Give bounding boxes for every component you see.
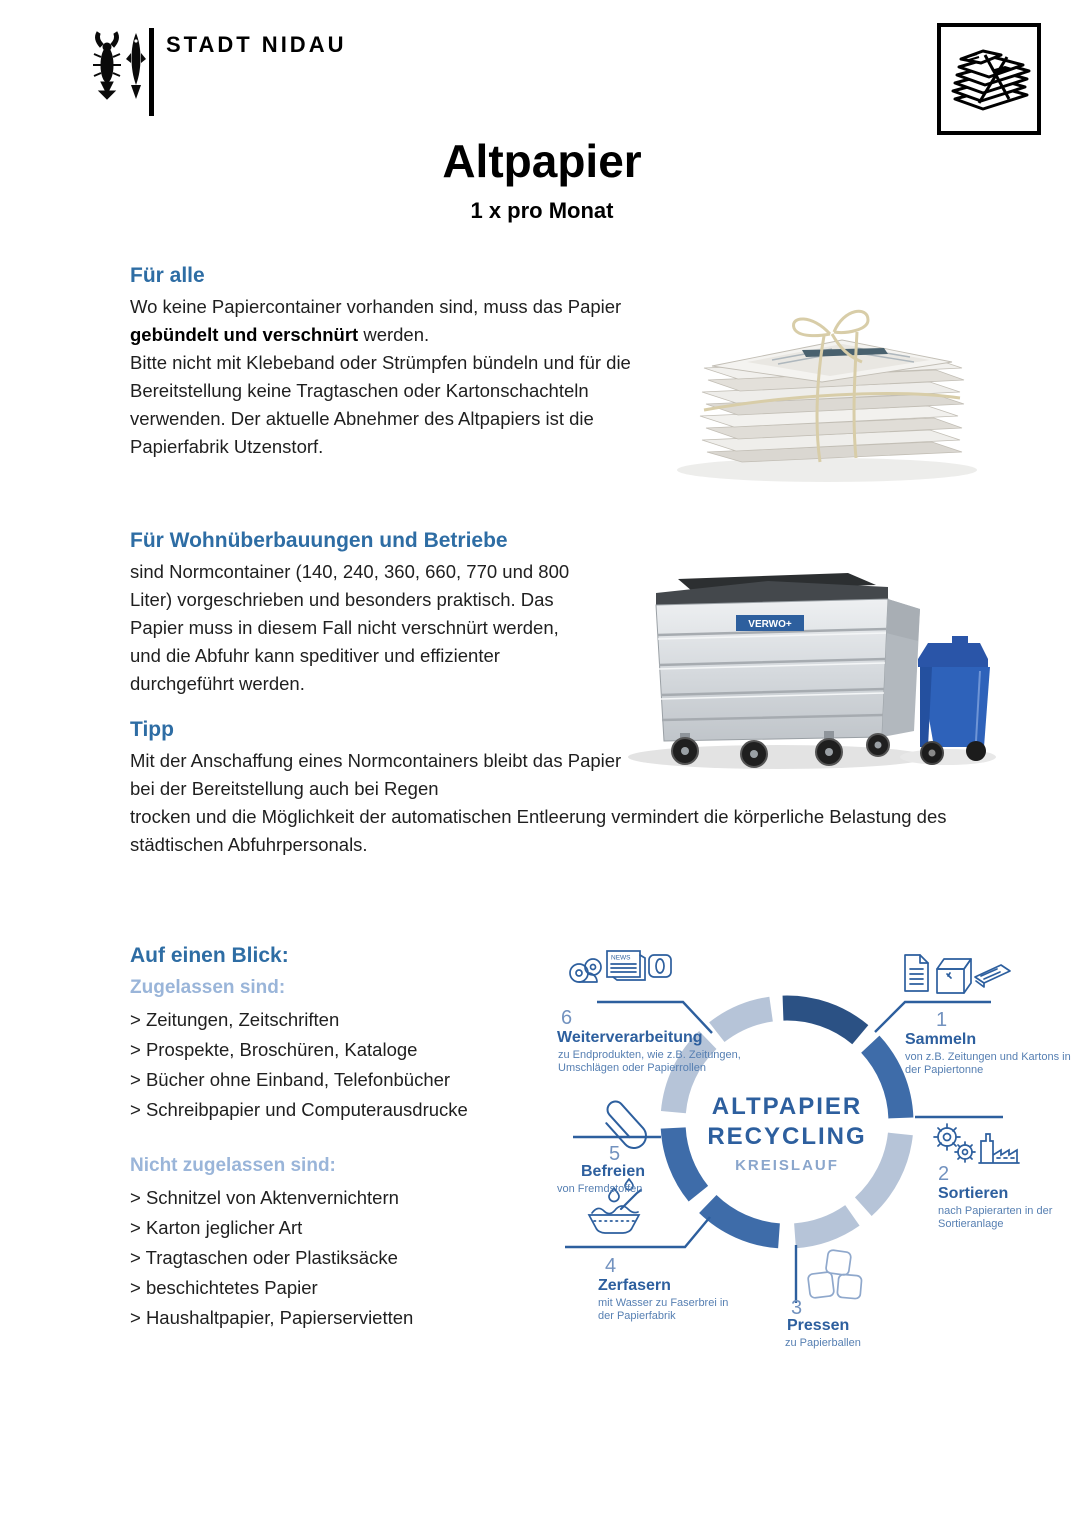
- allowed-heading: Zugelassen sind:: [130, 977, 286, 998]
- paperclip-icon: [598, 1098, 651, 1153]
- paper-container-photo: [628, 535, 1003, 775]
- list-item: > Karton jeglicher Art: [130, 1217, 303, 1238]
- p1-bold: gebündelt und verschnürt: [130, 324, 359, 345]
- metal-container: [656, 573, 920, 767]
- crest-fish-icon: [126, 33, 146, 99]
- cardboard-box-icon: [937, 959, 971, 993]
- list-item: > Haushaltpapier, Papierservietten: [130, 1307, 414, 1328]
- fuer-alle-paragraph-2: Bitte nicht mit Klebeband oder Strümpfen bündeln und für die Bereitstellung keine Tragtaschen oder Kartonschachteln verwenden. Der aktuelle Abnehmer des Altpapiers ist die Papierfabrik Utzenstorf.: [130, 352, 631, 457]
- step-desc: von Fremdstoffen: [557, 1183, 643, 1195]
- diagram-center-text: [662, 1092, 912, 1177]
- p1-before: Wo keine Papiercontainer vorhanden sind, muss das Papier: [130, 296, 622, 317]
- newspaper-icon: [975, 965, 1010, 987]
- list-item: > Prospekte, Broschüren, Kataloge: [130, 1039, 418, 1060]
- step-number: 5: [609, 1143, 621, 1165]
- step-desc: zu Endprodukten, wie z.B. Zeitungen, Umschlägen oder Papierrollen: [558, 1049, 741, 1074]
- step-number: 3: [791, 1297, 803, 1319]
- step-title: Pressen: [787, 1317, 850, 1334]
- step-number: 1: [936, 1009, 948, 1031]
- gears-icon: [934, 1124, 975, 1162]
- step-desc: von z.B. Zeitungen und Kartons in der Papiertonne: [905, 1051, 1071, 1076]
- section-heading-blick: Auf einen Blick:: [130, 944, 289, 967]
- step-title: Befreien: [581, 1163, 646, 1180]
- p1-after: werden.: [358, 324, 430, 345]
- fuer-alle-paragraph-1: [130, 293, 638, 349]
- org-name: STADT NIDAU: [166, 32, 347, 57]
- diagram-title-line1: ALTPAPIER: [711, 1093, 863, 1120]
- section-heading-wohnueberbauungen: Für Wohnüberbauungen und Betriebe: [130, 529, 508, 552]
- container-brand-label: VERWO+: [748, 619, 792, 630]
- newspaper-bundle-icon: [945, 33, 1033, 125]
- page-subtitle: 1 x pro Monat: [470, 198, 614, 223]
- tipp-paragraph-1: Mit der Anschaffung eines Normcontainers bleibt das Papier bei der Bereitstellung auch bei Regen: [130, 750, 622, 799]
- section-heading-fuer-alle: Für alle: [130, 264, 205, 287]
- list-item: > Schnitzel von Aktenvernichtern: [130, 1187, 399, 1208]
- diagram-title-line3: KREISLAUF: [735, 1157, 839, 1174]
- paper-bales-icon: [808, 1250, 862, 1299]
- step-title: Weiterverarbeitung: [557, 1029, 703, 1046]
- factory-icon: [979, 1134, 1019, 1163]
- paper-roll-icon: [649, 955, 671, 977]
- not-allowed-list: [130, 1183, 413, 1333]
- tipp-paragraph-2: trocken und die Möglichkeit der automatischen Entleerung vermindert die körperliche Belastung des städtischen Abfuhrpersonals.: [130, 806, 947, 855]
- header-divider: [149, 28, 154, 116]
- paper-rolls-icon: [570, 959, 601, 982]
- step-desc: mit Wasser zu Faserbrei in der Papierfabrik: [598, 1297, 729, 1322]
- step-number: 6: [561, 1007, 573, 1029]
- allowed-list: [130, 1005, 468, 1125]
- wohnueberbauungen-paragraph: sind Normcontainer (140, 240, 360, 660, 770 und 800 Liter) vorgeschrieben und besonders praktisch. Das Papier muss in diesem Fall nicht verschnürt werden, und die Abfuhr kann speditiver und effizienter durchgeführt werden.: [130, 561, 570, 694]
- step-number: 2: [938, 1163, 950, 1185]
- step-title: Sortieren: [938, 1185, 1009, 1202]
- news-icon-label: NEWS: [611, 954, 631, 962]
- diagram-title-line2: RECYCLING: [707, 1123, 867, 1150]
- list-item: > beschichtetes Papier: [130, 1277, 318, 1298]
- step-number: 4: [605, 1255, 617, 1277]
- crest-crayfish-icon: [93, 32, 121, 99]
- document-icon: [905, 955, 928, 991]
- list-item: > Bücher ohne Einband, Telefonbücher: [130, 1069, 451, 1090]
- list-item: > Schreibpapier und Computerausdrucke: [130, 1099, 468, 1120]
- pulp-bowl-icon: [589, 1190, 641, 1233]
- step-title: Sammeln: [905, 1031, 977, 1048]
- city-crest-icon: [92, 27, 148, 119]
- newspaper-bundle-photo: [652, 270, 997, 490]
- step-desc: nach Papierarten in der Sortieranlage: [938, 1205, 1053, 1230]
- recycling-cycle-diagram: [545, 945, 1071, 1365]
- step-title: Zerfasern: [598, 1277, 671, 1294]
- newspaper-bundle-pictogram-frame: [937, 23, 1041, 135]
- section-heading-tipp: Tipp: [130, 718, 174, 741]
- not-allowed-heading: Nicht zugelassen sind:: [130, 1155, 336, 1176]
- step-desc: zu Papierballen: [785, 1337, 861, 1349]
- news-icon: [607, 951, 645, 980]
- list-item: > Zeitungen, Zeitschriften: [130, 1009, 340, 1030]
- page-title: Altpapier: [442, 135, 642, 187]
- blue-wheelie-bin: [918, 636, 990, 764]
- list-item: > Tragtaschen oder Plastiksäcke: [130, 1247, 398, 1268]
